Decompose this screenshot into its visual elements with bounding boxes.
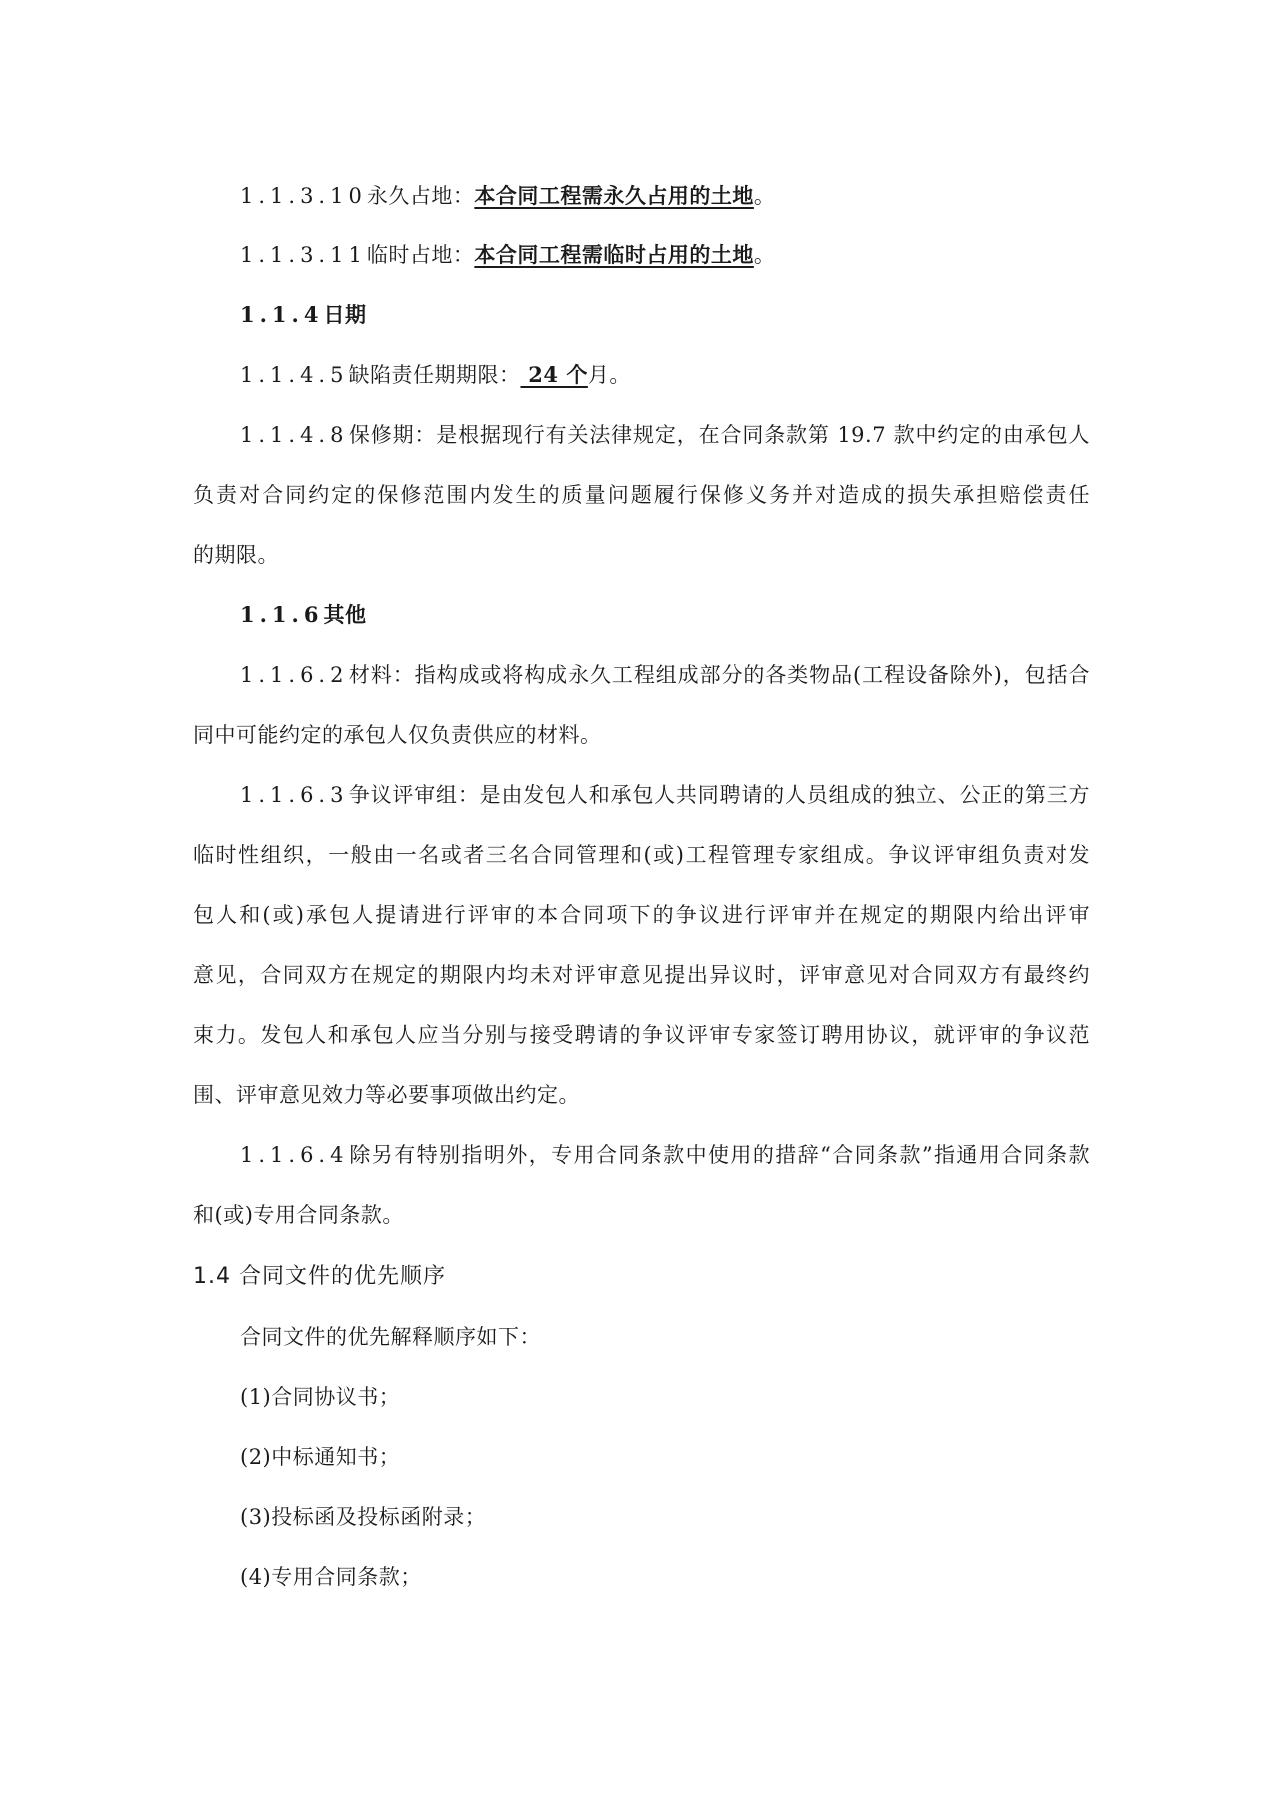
clause-1-1-6-2-line-1: [240, 660, 1090, 690]
clause-text: 除另有特别指明外，专用合同条款中使用的措辞“合同条款”指通用合同条款: [348, 1143, 1090, 1167]
clause-title: 其他: [323, 602, 367, 627]
clause-1-1-4-8-line-2: 负责对合同约定的保修范围内发生的质量问题履行保修义务并对造成的损失承担赔偿责任: [193, 483, 1090, 507]
clause-1-1-4-5: [240, 360, 631, 390]
clause-label: 临时占地：: [366, 243, 475, 267]
clause-1-1-4-8-line-3: 的期限。: [193, 543, 279, 567]
section-title: 合同文件的优先顺序: [239, 1264, 447, 1289]
clause-title: 日期: [323, 302, 367, 327]
clause-text: 保修期：是根据现行有关法律规定，在合同条款第 19.7 款中约定的由承包人: [348, 423, 1090, 447]
clause-number: 1.1.6.3: [240, 783, 349, 807]
section-number: 1.4: [193, 1264, 231, 1289]
clause-number: 1.1.6.2: [240, 663, 349, 687]
priority-list-item: (4)专用合同条款；: [240, 1565, 422, 1589]
priority-list-item: (3)投标函及投标函附录；: [240, 1505, 487, 1529]
clause-1-1-3-11: [240, 240, 775, 270]
clause-number: 1.1.4.8: [240, 423, 349, 447]
clause-value: 本合同工程需临时占用的土地: [474, 242, 754, 267]
clause-1-1-3-10: [240, 181, 775, 211]
clause-end: 。: [753, 184, 776, 208]
clause-label: 缺陷责任期期限：: [348, 363, 521, 387]
clause-text: 材料：指构成或将构成永久工程组成部分的各类物品(工程设备除外)，包括合: [348, 663, 1090, 687]
clause-number: 1.1.6.4: [240, 1143, 349, 1167]
clause-1-1-6-3-line-3: 包人和(或)承包人提请进行评审的本合同项下的争议进行评审并在规定的期限内给出评审: [193, 903, 1090, 927]
clause-1-1-4-8-line-1: [240, 420, 1090, 450]
section-1-4-intro: 合同文件的优先解释顺序如下：: [240, 1325, 541, 1349]
clause-1-1-6-3-line-6: 围、评审意见效力等必要事项做出约定。: [193, 1083, 580, 1107]
priority-list-item: (2)中标通知书；: [240, 1445, 401, 1469]
clause-1-1-6-4-line-1: [240, 1140, 1090, 1170]
clause-number: 1.1.4.5: [240, 363, 349, 387]
clause-value: 24 个: [520, 362, 588, 387]
clause-1-1-6-3-line-1: [240, 780, 1090, 810]
clause-number: 1.1.6: [240, 602, 324, 627]
clause-end: 。: [753, 243, 776, 267]
section-1-4-heading: [193, 1262, 446, 1292]
clause-number: 1.1.3.10: [240, 184, 367, 208]
clause-1-1-6-4-line-2: 和(或)专用合同条款。: [193, 1203, 404, 1227]
clause-number: 1.1.4: [240, 302, 324, 327]
priority-list-item: (1)合同协议书；: [240, 1385, 401, 1409]
clause-1-1-6-3-line-5: 束力。发包人和承包人应当分别与接受聘请的争议评审专家签订聘用协议，就评审的争议范: [193, 1023, 1090, 1047]
clause-1-1-6-3-line-4: 意见，合同双方在规定的期限内均未对评审意见提出异议时，评审意见对合同双方有最终约: [193, 963, 1090, 987]
clause-value: 本合同工程需永久占用的土地: [474, 183, 754, 208]
clause-1-1-4-heading: [240, 300, 366, 330]
clause-number: 1.1.3.11: [240, 243, 367, 267]
clause-text: 争议评审组：是由发包人和承包人共同聘请的人员组成的独立、公正的第三方: [348, 783, 1090, 807]
clause-1-1-6-3-line-2: 临时性组织，一般由一名或者三名合同管理和(或)工程管理专家组成。争议评审组负责对发: [193, 843, 1090, 867]
clause-label: 永久占地：: [366, 184, 475, 208]
clause-1-1-6-2-line-2: 同中可能约定的承包人仅负责供应的材料。: [193, 723, 602, 747]
clause-1-1-6-heading: [240, 600, 366, 630]
clause-end: 月。: [587, 363, 631, 387]
